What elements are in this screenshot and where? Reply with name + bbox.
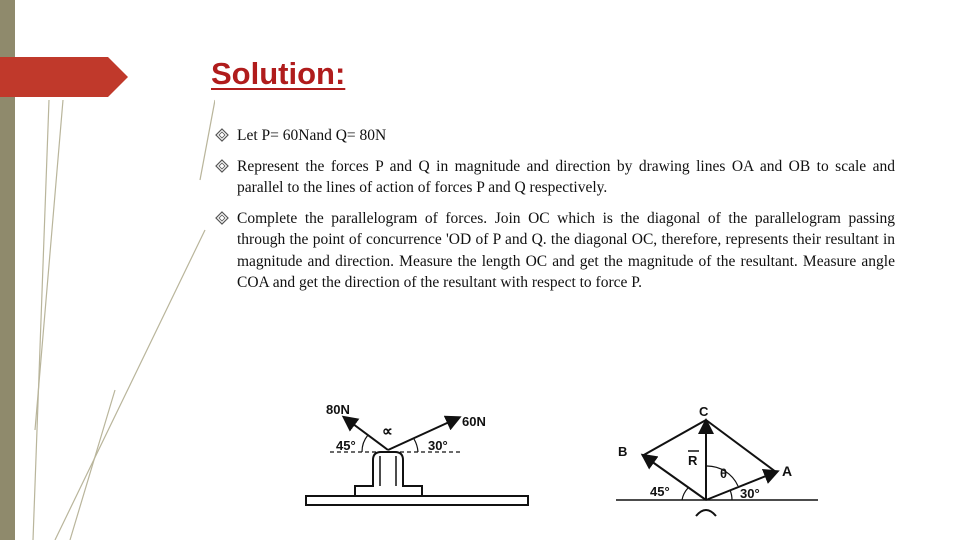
- parallelogram-diagram: [612, 400, 822, 540]
- page-title: Solution:: [211, 56, 346, 91]
- side-ca: [706, 420, 776, 472]
- label-q: 80N: [326, 402, 350, 417]
- list-item: [215, 156, 895, 199]
- list-item: [215, 125, 895, 147]
- diamond-bullet-icon: [215, 211, 229, 225]
- solution-list: [215, 125, 895, 303]
- bullet-text: Represent the forces P and Q in magnitude and direction by drawing lines OA and OB to scale and parallel to the lines of action of forces P and Q respectively.: [237, 157, 895, 196]
- diamond-bullet-icon: [215, 128, 229, 142]
- label-r: R: [688, 453, 698, 468]
- label-theta: θ: [720, 466, 728, 481]
- bullet-text: Let P= 60Nand Q= 80N: [237, 127, 387, 144]
- label-alpha: ∝: [382, 423, 393, 440]
- label-p: 60N: [462, 414, 486, 429]
- bullet-text: Complete the parallelogram of forces. Join OC which is the diagonal of the parallelogram passing through the point of concurrence 'OD of P and Q. the diagonal OC, therefore, represents their resultant in magnitude and direction. Measure the length OC and get the magnitude of the resultant. Measure angle COA and get the direction of the resultant with respect to force P.: [237, 209, 895, 291]
- label-b: B: [618, 444, 628, 459]
- label-a: A: [782, 463, 793, 479]
- force-diagram: [300, 398, 540, 530]
- label-angle-right: 30°: [428, 438, 448, 453]
- base-plate: [306, 496, 528, 505]
- bracket: [355, 452, 422, 496]
- label-angle-left: 45°: [336, 438, 356, 453]
- label-c: C: [699, 404, 709, 419]
- diamond-bullet-icon: [215, 159, 229, 173]
- label-angle-right: 30°: [740, 486, 760, 501]
- list-item: [215, 208, 895, 294]
- title-arrow-shape: [0, 57, 130, 97]
- label-angle-left: 45°: [650, 484, 670, 499]
